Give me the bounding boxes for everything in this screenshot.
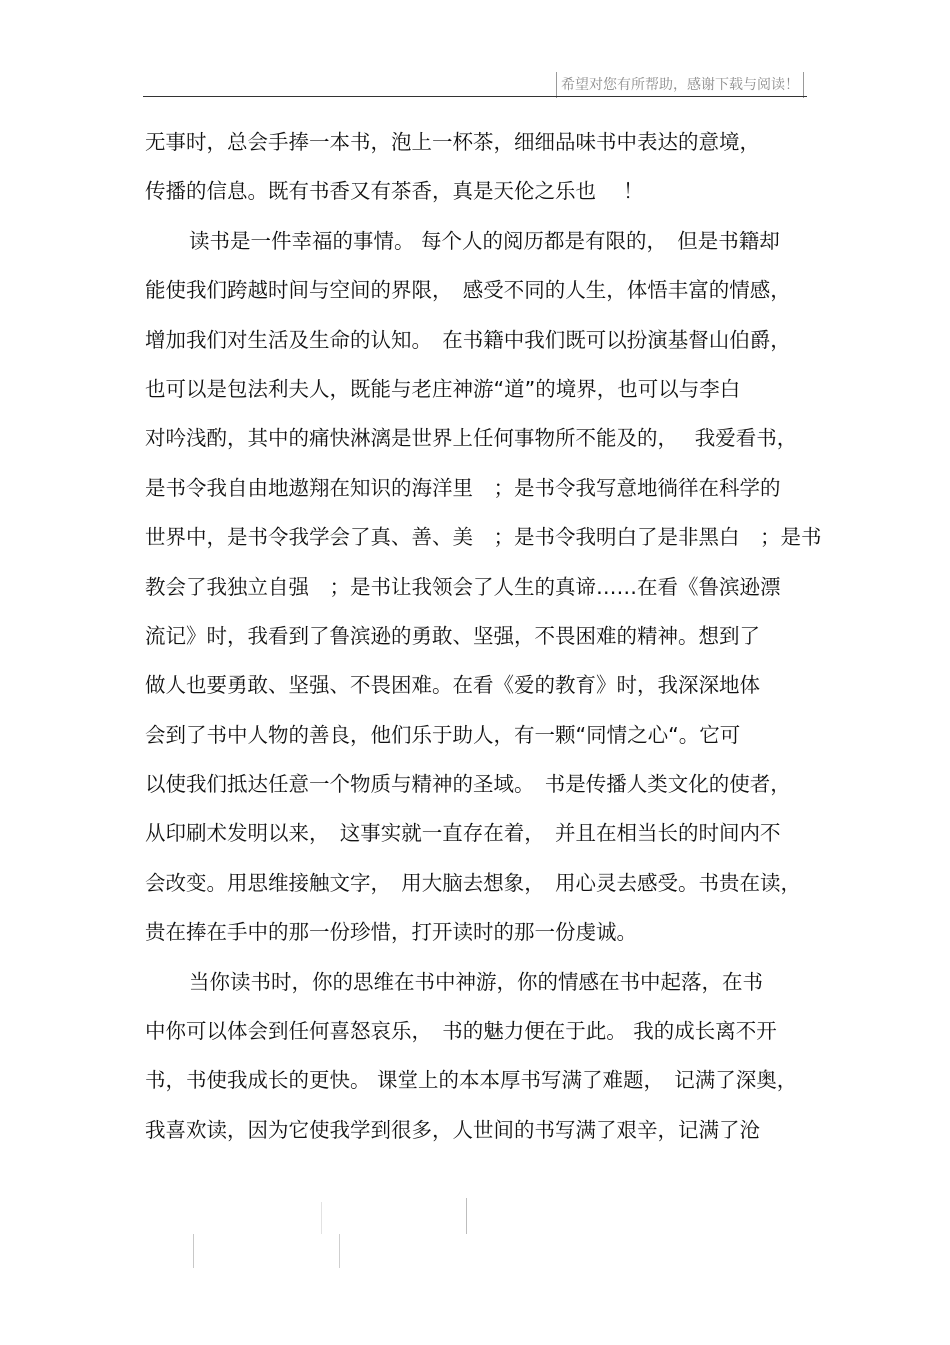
text-line: 世界中，是书令我学会了真、善、美 ；是书令我明白了是非黑白 ；是书 <box>145 525 822 550</box>
text-line: 增加我们对生活及生命的认知。 在书籍中我们既可以扮演基督山伯爵， <box>145 327 791 352</box>
text-line: 读书是一件幸福的事情。 每个人的阅历都是有限的， 但是书籍却 <box>189 228 780 253</box>
text-line: 会到了书中人物的善良，他们乐于助人，有一颗“同情之心“。它可 <box>145 722 741 747</box>
table-rule-stub <box>193 1234 194 1268</box>
table-rule-stub <box>321 1202 322 1234</box>
text-line: 贵在捧在手中的那一份珍惜，打开读时的那一份虔诚。 <box>145 920 637 945</box>
text-line: 从印刷术发明以来， 这事实就一直存在着， 并且在相当长的时间内不 <box>145 821 781 846</box>
text-line: 以使我们抵达任意一个物质与精神的圣域。 书是传播人类文化的使者， <box>145 772 791 797</box>
header-rule <box>143 96 807 97</box>
text-line: 也可以是包法利夫人，既能与老庄神游“道”的境界，也可以与李白 <box>145 376 741 401</box>
text-line: 书，书使我成长的更快。 课堂上的本本厚书写满了难题， 记满了深奥， <box>145 1068 798 1093</box>
text-line: 无事时，总会手捧一本书，泡上一杯茶，细细品味书中表达的意境， <box>145 130 760 154</box>
text-line: 教会了我独立自强 ；是书让我领会了人生的真谛……在看《鲁滨逊漂 <box>145 574 781 599</box>
body-text <box>145 118 822 1155</box>
text-line: 是书令我自由地遨翔在知识的海洋里 ；是书令我写意地徜徉在科学的 <box>145 475 781 500</box>
text-line: 传播的信息。既有书香又有茶香，真是天伦之乐也 ！ <box>145 179 644 204</box>
text-line: 我喜欢读，因为它使我学到很多，人世间的书写满了艰辛，记满了沧 <box>145 1117 760 1142</box>
table-rule-stub <box>466 1198 467 1234</box>
text-line: 当你读书时，你的思维在书中神游，你的情感在书中起落，在书 <box>189 969 763 994</box>
text-line: 流记》时，我看到了鲁滨逊的勇敢、坚强，不畏困难的精神。想到了 <box>145 623 760 648</box>
text-line: 会改变。用思维接触文字， 用大脑去想象， 用心灵去感受。书贵在读， <box>145 870 801 895</box>
text-line: 做人也要勇敢、坚强、不畏困难。在看《爱的教育》时，我深深地体 <box>145 673 760 698</box>
text-line: 中你可以体会到任何喜怒哀乐， 书的魅力便在于此。 我的成长离不开 <box>145 1019 777 1044</box>
table-rule-stub <box>339 1234 340 1268</box>
header-note: 希望对您有所帮助，感谢下载与阅读！ <box>556 72 804 98</box>
text-line: 对吟浅酌，其中的痛快淋漓是世界上任何事物所不能及的， 我爱看书， <box>145 426 798 451</box>
text-line: 能使我们跨越时间与空间的界限， 感受不同的人生，体悟丰富的情感， <box>145 278 791 303</box>
